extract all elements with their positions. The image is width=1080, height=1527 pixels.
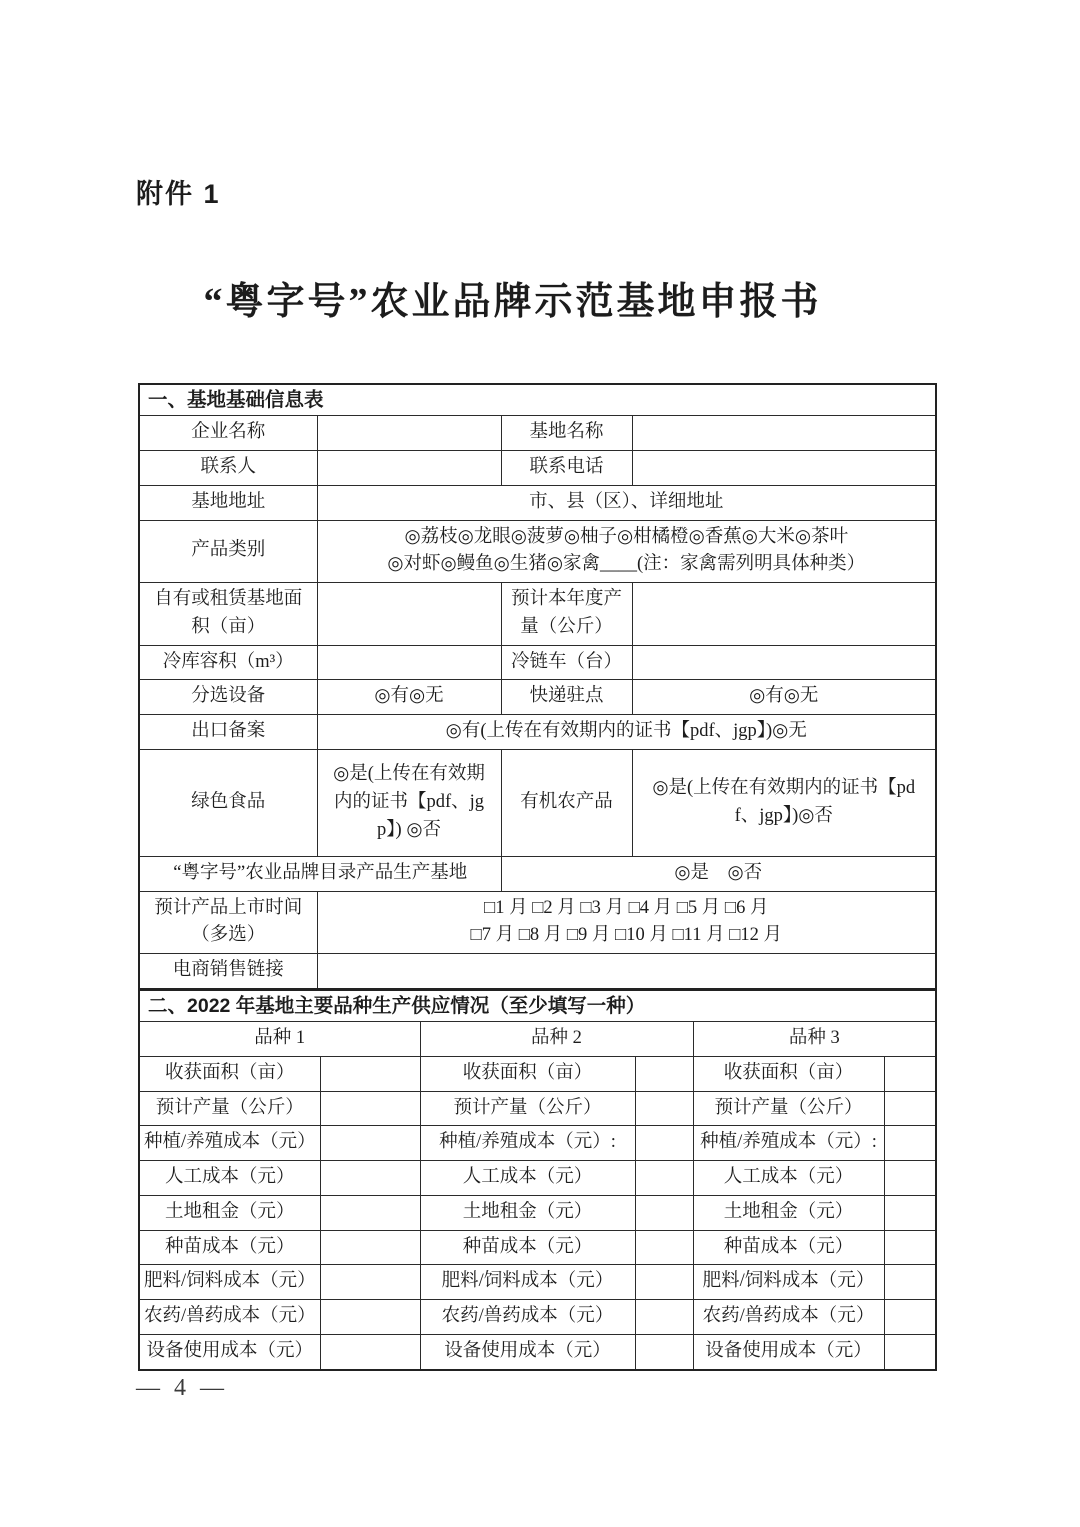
planting-cost-label-v1: 种植/养殖成本（元） [139,1126,320,1161]
equipment-cost-value-v3 [884,1334,936,1369]
table-row [139,954,936,989]
organic-product-options: ◎是(上传在有效期内的证书【pdf、jgp】)◎否 [632,749,936,856]
planting-cost-value-v2 [635,1126,693,1161]
product-category-label: 产品类别 [139,520,317,583]
cold-chain-truck-value-cell [632,645,936,680]
pesticide-vet-cost-label-v1: 农药/兽药成本（元） [139,1300,320,1335]
labor-cost-value-v1 [320,1161,420,1196]
base-address-label: 基地地址 [139,485,317,520]
pesticide-vet-cost-label-v3: 农药/兽药成本（元） [693,1300,884,1335]
expected-annual-output-label: 预计本年度产量（公斤） [501,583,632,646]
equipment-cost-label-v1: 设备使用成本（元） [139,1334,320,1369]
labor-cost-value-v2 [635,1161,693,1196]
table-row [139,451,936,486]
expected-output-value-v1 [320,1091,420,1126]
page-title: “粤字号”农业品牌示范基地申报书 [203,281,822,323]
table-row [139,1230,936,1265]
table-row [139,715,936,750]
express-station-options: ◎有◎无 [632,680,936,715]
listing-time-line2: □7 月 □8 月 □9 月 □10 月 □11 月 □12 月 [470,925,782,946]
harvest-area-value-v1 [320,1056,420,1091]
listing-time-options [317,891,936,954]
fertilizer-feed-cost-value-v2 [635,1265,693,1300]
expected-output-label-v1: 预计产量（公斤） [139,1091,320,1126]
table-row [139,1300,936,1335]
labor-cost-label-v3: 人工成本（元） [693,1161,884,1196]
company-name-value-cell [317,416,501,451]
table-row [139,1091,936,1126]
export-registration-options: ◎有(上传在有效期内的证书【pdf、jgp】)◎无 [317,715,936,750]
variety-2-header: 品种 2 [420,1022,693,1057]
pesticide-vet-cost-label-v2: 农药/兽药成本（元） [420,1300,635,1335]
seedling-cost-label-v3: 种苗成本（元） [693,1230,884,1265]
pesticide-vet-cost-value-v3 [884,1300,936,1335]
ecommerce-link-value-cell [317,954,936,989]
variety-1-header: 品种 1 [139,1022,420,1057]
table-row [139,485,936,520]
table-row [139,583,936,646]
harvest-area-value-v2 [635,1056,693,1091]
brand-catalog-base-options: ◎是 ◎否 [501,856,936,891]
expected-output-value-v2 [635,1091,693,1126]
form-tables [138,383,935,1371]
listing-time-line1: □1 月 □2 月 □3 月 □4 月 □5 月 □6 月 [484,897,769,918]
table-row [139,856,936,891]
base-name-label: 基地名称 [501,416,632,451]
table-row [139,416,936,451]
variety-3-header: 品种 3 [693,1022,936,1057]
listing-time-label: 预计产品上市时间（多选） [139,891,317,954]
variety-supply-table [138,989,937,1371]
table-row [139,1195,936,1230]
planting-cost-label-v2: 种植/养殖成本（元）: [420,1126,635,1161]
product-category-line1: ◎荔枝◎龙眼◎菠萝◎柚子◎柑橘橙◎香蕉◎大米◎茶叶 [404,526,849,547]
expected-annual-output-value-cell [632,583,936,646]
land-rent-label-v1: 土地租金（元） [139,1195,320,1230]
land-rent-value-v2 [635,1195,693,1230]
contact-person-label: 联系人 [139,451,317,486]
pesticide-vet-cost-value-v2 [635,1300,693,1335]
section2-heading: 二、2022 年基地主要品种生产供应情况（至少填写一种） [139,990,936,1022]
land-rent-value-v1 [320,1195,420,1230]
sorting-equipment-label: 分选设备 [139,680,317,715]
equipment-cost-label-v3: 设备使用成本（元） [693,1334,884,1369]
harvest-area-label-v1: 收获面积（亩） [139,1056,320,1091]
cold-storage-volume-value-cell [317,645,501,680]
green-food-options: ◎是(上传在有效期内的证书【pdf、jgp】) ◎否 [317,749,501,856]
table-row [139,1022,936,1057]
land-rent-label-v3: 土地租金（元） [693,1195,884,1230]
labor-cost-value-v3 [884,1161,936,1196]
green-food-label: 绿色食品 [139,749,317,856]
expected-output-label-v2: 预计产量（公斤） [420,1091,635,1126]
contact-person-value-cell [317,451,501,486]
table-row [139,384,936,416]
table-row [139,1126,936,1161]
seedling-cost-label-v2: 种苗成本（元） [420,1230,635,1265]
land-rent-label-v2: 土地租金（元） [420,1195,635,1230]
table-row [139,749,936,856]
equipment-cost-label-v2: 设备使用成本（元） [420,1334,635,1369]
planting-cost-value-v1 [320,1126,420,1161]
seedling-cost-label-v1: 种苗成本（元） [139,1230,320,1265]
harvest-area-label-v2: 收获面积（亩） [420,1056,635,1091]
planting-cost-label-v3: 种植/养殖成本（元）: [693,1126,884,1161]
product-category-line2: ◎对虾◎鳗鱼◎生猪◎家禽____(注：家禽需列明具体种类） [387,554,866,575]
product-category-options [317,520,936,583]
seedling-cost-value-v3 [884,1230,936,1265]
table-row [139,1161,936,1196]
fertilizer-feed-cost-label-v1: 肥料/饲料成本（元） [139,1265,320,1300]
base-name-value-cell [632,416,936,451]
base-address-value: 市、县（区）、详细地址 [317,485,936,520]
ecommerce-link-label: 电商销售链接 [139,954,317,989]
owned-leased-area-label: 自有或租赁基地面积（亩） [139,583,317,646]
company-name-label: 企业名称 [139,416,317,451]
attachment-label: 附件 1 [136,179,221,209]
pesticide-vet-cost-value-v1 [320,1300,420,1335]
organic-product-label: 有机农产品 [501,749,632,856]
table-row [139,645,936,680]
labor-cost-label-v2: 人工成本（元） [420,1161,635,1196]
export-registration-label: 出口备案 [139,715,317,750]
seedling-cost-value-v2 [635,1230,693,1265]
table-row [139,1334,936,1369]
contact-phone-label: 联系电话 [501,451,632,486]
contact-phone-value-cell [632,451,936,486]
fertilizer-feed-cost-label-v2: 肥料/饲料成本（元） [420,1265,635,1300]
table-row [139,1056,936,1091]
table-row [139,891,936,954]
table-row [139,520,936,583]
sorting-equipment-options: ◎有◎无 [317,680,501,715]
express-station-label: 快递驻点 [501,680,632,715]
table-row [139,990,936,1022]
base-info-table [138,383,937,990]
expected-output-value-v3 [884,1091,936,1126]
section1-heading: 一、基地基础信息表 [139,384,936,416]
equipment-cost-value-v1 [320,1334,420,1369]
table-row [139,680,936,715]
fertilizer-feed-cost-value-v3 [884,1265,936,1300]
land-rent-value-v3 [884,1195,936,1230]
seedling-cost-value-v1 [320,1230,420,1265]
expected-output-label-v3: 预计产量（公斤） [693,1091,884,1126]
harvest-area-value-v3 [884,1056,936,1091]
fertilizer-feed-cost-label-v3: 肥料/饲料成本（元） [693,1265,884,1300]
planting-cost-value-v3 [884,1126,936,1161]
harvest-area-label-v3: 收获面积（亩） [693,1056,884,1091]
table-row [139,1265,936,1300]
equipment-cost-value-v2 [635,1334,693,1369]
cold-chain-truck-label: 冷链车（台） [501,645,632,680]
page-number: — 4 — [136,1375,228,1401]
cold-storage-volume-label: 冷库容积（m³） [139,645,317,680]
owned-leased-area-value-cell [317,583,501,646]
labor-cost-label-v1: 人工成本（元） [139,1161,320,1196]
brand-catalog-base-label: “粤字号”农业品牌目录产品生产基地 [139,856,501,891]
fertilizer-feed-cost-value-v1 [320,1265,420,1300]
